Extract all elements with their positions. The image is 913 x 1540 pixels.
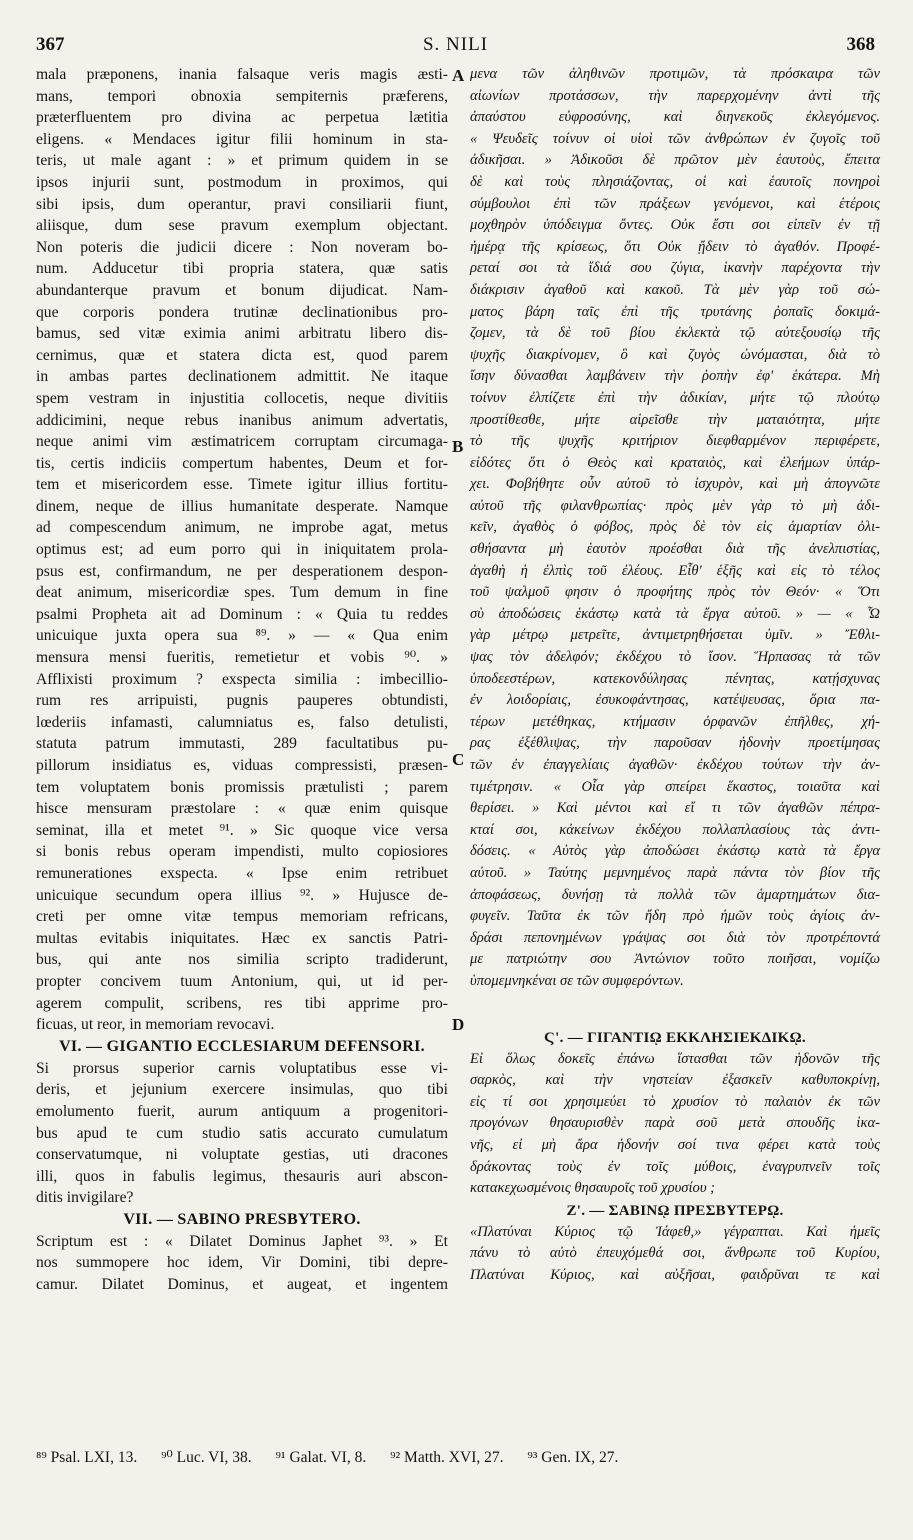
text-line: tem et misericordem esse. Timete igitur illius fortitu- [36, 476, 448, 494]
footnote-89: ⁸⁹ Psal. LXI, 13. [36, 1449, 138, 1466]
text-line: statuta patrum immutasti, 289 facultatibus pu- [36, 735, 448, 753]
text-line: remunerationes exspecta. « Ipse enim retribuet [36, 864, 448, 882]
text-line: χει. Φοβήθητε οὖν αὐτοῦ τὸ ἰσχυρὸν, καὶ μὴ ἀπογνῶτε [470, 476, 880, 493]
text-line: κεῖν, ἀγαθὸς ὁ φόβος, πρὸς δὲ τὸν εἰς ἁμαρτίαν ὀλι- [470, 519, 880, 536]
text-line: pillorum insidiatus es, viduas compressisti, præsen- [36, 757, 448, 774]
margin-marker-a: A [452, 66, 465, 85]
text-line: διάκρισιν ἀγαθοῦ καὶ κακοῦ. Τὰ μὲν γὰρ τοῦ σώ- [470, 281, 880, 298]
text-line: προγόνων θησαυρισθὲν παρὰ σοῦ μετὰ σπουδῆς ἱκα- [470, 1115, 880, 1132]
text-line: « Ψευδεῖς τοίνυν οἱ υἱοὶ τῶν ἀνθρώπων ἐν ζυγοῖς τοῦ [470, 130, 880, 147]
text-line: tem voluptatem bonis promissis prætulisti ; parem [36, 778, 448, 796]
text-line: abundanterque pravum et bonum dijudicat. Nam- [36, 281, 448, 299]
text-line: Si prorsus superior carnis voluptatibus esse vi- [36, 1059, 448, 1077]
text-line: bus apud te cum studio satis accurato cumulatum [36, 1124, 448, 1142]
text-line: ἐν λοιδορίαις, ἐσυκοφάντησας, κατέψευσας, ὅρια πα- [470, 692, 880, 709]
text-line: hisce mensuram præstolare : « quæ enim quisque [36, 800, 448, 818]
text-line: δράσι πεπονημένων γράψας σοι διὰ τὸν προτρέποντά [470, 929, 880, 946]
text-line: dinem, neque de illius humanitate desperate. Namque [36, 497, 448, 515]
text-line: ἀδικῆσαι. » Ἀδικοῦσι δὲ πρῶτον μὲν ἑαυτοὺς, ἔπειτα [470, 152, 880, 169]
right-page-number: 368 [846, 34, 875, 55]
text-line: αἰωνίων προτάσσων, τὴν παρερχομένην ἀντὶ τῆς [470, 87, 880, 104]
latin-letter-6 [36, 1058, 448, 1209]
text-line: Scriptum est : « Dilatet Dominus Japhet ⁹³. » Et [36, 1232, 448, 1250]
text-line: nos summopere hoc idem, Vir Domini, tibi depre- [36, 1254, 448, 1272]
text-line: tis, certis indiciis compertum habentes, Deum et for- [36, 454, 448, 472]
text-line: seminat, illa et metet ⁹¹. » Sic quoque vice versa [36, 821, 448, 839]
latin-letter-7 [36, 1231, 448, 1296]
text-line: Πλατύναι Κύριος, καὶ αὐξῆσαι, φαιδρῦναι τε καὶ [470, 1266, 880, 1283]
text-line: νῆς, εἰ μὴ ἄρα ἡδονήν σοί τινα φέρει κατὰ τοὺς [470, 1136, 880, 1153]
text-line: sibi ipsis, dum operantur, pravi consiliarii fiunt, [36, 195, 448, 213]
text-line: ἀποφάσεως, δυνήσῃ τὰ πολλὰ τῶν ἁμαρτημάτων δια- [470, 886, 880, 903]
text-line: τιμέτρησιν. « Οἷα γὰρ σπείρει ἕκαστος, τοιαῦτα καὶ [470, 778, 880, 795]
text-line: κατακεχωσμένοις θησαυροῖς τοῦ χρυσίου ; [470, 1180, 716, 1197]
running-title: S. NILI [422, 34, 489, 55]
text-line: camur. Dilatet Dominus, et augeat, et ingentem [36, 1276, 448, 1294]
text-line: illi, quos in fabulis legimus, thesauris auri abscon- [36, 1167, 448, 1185]
text-line: ἴσην δύνασθαι λαμβάνειν τὴν ῥοπὴν ἐφ' ἑκάτερα. Μὴ [470, 368, 880, 385]
text-line: θερίσει. » Καὶ μέντοι καὶ εἴ τι τῶν ἀγαθῶν πέπρα- [470, 800, 880, 817]
text-line: Non poteris die judicii dicere : Non noveram bo- [36, 238, 448, 256]
text-line: δράκοντας τοὺς ἐν τοῖς μύθοις, ἐναγρυπνεῖν τοῖς [470, 1158, 880, 1175]
text-line: δὲ καὶ τοὺς πλησιάζοντας, οἱ καὶ ἑαυτοῖς πονηροὶ [470, 173, 880, 190]
text-line: με πατριώτην σου Ἀντώνιον τοῦτο ποιῆσαι, νομίζω [470, 951, 880, 968]
text-line: «Πλατύναι Κύριος τῷ Ἰάφεθ,» γέγραπται. Καὶ ἡμεῖς [470, 1223, 880, 1240]
text-line: aliisque, dum sese pravum exemplum objectant. [36, 217, 448, 235]
margin-marker-d: D [452, 1015, 465, 1034]
text-line: psalmi Propheta ait ad Dominum : « Quia tu reddes [36, 605, 448, 623]
footnote-90: ⁹⁰ Luc. VI, 38. [161, 1449, 252, 1466]
text-line: multas evitabis iniquitates. Hæc ex sanctis Patri- [36, 929, 448, 947]
greek-letter-7 [470, 1222, 880, 1287]
text-line: κταί σοι, κἀκείνων ἐκδέχου πολλαπλασίους τὰς ἀντι- [470, 821, 880, 838]
text-line: optimus est; ad eum porro qui in iniquitatem prola- [36, 541, 448, 559]
text-line: ipsos injurii sunt, postmodum in proximos, qui [36, 173, 448, 191]
text-line: εἰδότες ὅτι ὁ Θεὸς καὶ κραταιὸς, καὶ ἐλεήμων ὑπάρ- [470, 454, 880, 471]
text-line: præterfluentem pro divina ac perpetua lætitia [36, 109, 448, 127]
text-line: mensura mensi fueritis, remetietur et vobis ⁹⁰. » [36, 649, 448, 667]
text-line: ditis invigilare? [36, 1189, 134, 1207]
text-line: μενα τῶν ἀληθινῶν προτιμῶν, τὰ πρόσκαιρα τῶν [470, 66, 880, 82]
text-line: deat animum, misericordiæ spes. Tum demum in fine [36, 584, 448, 602]
greek-column [470, 64, 880, 1286]
greek-heading-6: Ϛ'. — ΓΙΓΑΝΤΙῼ ΕΚΚΛΗΣΙΕΚΔΙΚῼ. [544, 1029, 806, 1046]
text-line: τοῦ ψαλμοῦ φησιν ὁ προφήτης πρὸς τὸν Θεόν· « Ὅτι [470, 584, 880, 601]
greek-letter-5-end [470, 64, 880, 993]
latin-column [36, 64, 448, 1296]
text-line: εἰς τί σοι χρησιμεύει τὸ χρυσίον τὸ παλαιὸν ἐκ τῶν [470, 1093, 880, 1110]
text-line: δόσεις. « Αὐτὸς γὰρ ἀποδώσει ἑκάστῳ κατὰ τὰ ἔργα [470, 843, 880, 860]
text-line: unicuique secundum opera illius ⁹². » Hujusce de- [36, 886, 448, 904]
text-line: μοχθηρὸν ὑπόδειγμα ὄντες. Οὐκ ἔστι σοι εἰπεῖν ἐν τῇ [470, 217, 880, 234]
text-line: psus est, confirmandum, ne per desperationem despon- [36, 562, 448, 580]
greek-letter-6 [470, 1049, 880, 1200]
text-line: creti per omne vitæ tempus memoriam refricans, [36, 908, 448, 926]
text-line: Εἰ ὅλως δοκεῖς ἐπάνω ἵστασθαι τῶν ἡδονῶν τῆς [470, 1050, 880, 1067]
text-line: γὰρ μέτρῳ μετρεῖτε, ἀντιμετρηθήσεται ὑμῖν. » Ἔθλι- [470, 627, 880, 644]
footnote-92: ⁹² Matth. XVI, 27. [390, 1449, 504, 1466]
text-line: ψυχῆς διακρίνομεν, ὃ καὶ ζυγὸς ὠνόμασται, διὰ τὸ [470, 346, 880, 363]
text-line: τέρων μετέθηκας, κτήμασιν ὀρφανῶν ἐπῆλθες, χή- [470, 713, 880, 730]
text-line: τῶν ἐν ἐπαγγελίαις ἀγαθῶν· ἐκδέχου τούτων τὴν ἀν- [470, 757, 880, 773]
text-line: que corporis pondera trutinæ declinationibus pro- [36, 303, 448, 321]
text-line: in ambas partes declinationem admittit. Ne itaque [36, 368, 448, 386]
text-line: ρας ἐξέθλιψας, τὴν παροῦσαν ἡδονὴν προετίμησας [470, 735, 880, 752]
text-line: eligens. « Mendaces igitur filii hominum in sta- [36, 130, 448, 148]
text-line: si bonis rebus operam impendisti, multo copiosiores [36, 843, 448, 861]
text-line: conservatumque, ni voluptate gestias, uti dracones [36, 1146, 448, 1164]
latin-heading-vi: VI. — GIGANTIO ECCLESIARUM DEFENSORI. [59, 1037, 425, 1055]
text-line: ματος βάρη ταῖς ἐπὶ τῆς τρυτάνης ῥοπαῖς δοκιμά- [470, 303, 880, 320]
text-line: σύμβουλοι ἐπὶ τῶν πράξεων γενόμενοι, καὶ ἑτέροις [470, 195, 880, 212]
margin-marker-b: B [452, 437, 464, 456]
text-line: ζομεν, τὰ δὲ τοῦ βίου ἐκλεκτὰ τῷ αὐτεξουσίῳ τῆς [470, 325, 880, 342]
margin-marker-c: C [452, 750, 465, 769]
text-line: τὸ τῆς ψυχῆς κριτήριον διεφθαρμένον περιφέρετε, [470, 433, 880, 450]
text-line: unicuique juxta opera sua ⁸⁹. » — « Qua enim [36, 627, 448, 645]
text-line: φυγεῖν. Ταῦτα ἐκ τῶν ἤδη πρὸ ἡμῶν τοὺς ἁγίοις ἀν- [470, 908, 880, 925]
text-line: teris, ut male agant : » et primum quidem in se [36, 152, 448, 170]
text-line: ὑποδεεστέρων, κατεκονδύλησας πένητας, κατῄσχυνας [470, 670, 880, 687]
text-line: rum res arripuisti, pugnis pauperes obtundisti, [36, 692, 448, 710]
latin-letter-5-end [36, 64, 448, 1036]
text-line: agerem compulit, scribens, res tibi apprime pro- [36, 994, 448, 1012]
text-line: ἀγαθὴ ἡ ἐλπὶς τοῦ ἐλέους. Εἶθ' ἑξῆς καὶ εἰς τὸ τέλος [470, 562, 880, 579]
text-line: addicimini, neque rebus inanibus animum advertatis, [36, 411, 448, 429]
text-line: τοίνυν ἐλπίζετε ἐπὶ τὴν ἀδικίαν, μήτε τῷ πλούτῳ [470, 389, 880, 406]
text-line: πάνυ τὸ αὐτὸ ἐπευχόμεθά σοι, ἄνθρωπε τοῦ Κυρίου, [470, 1245, 880, 1262]
latin-heading-vii: VII. — SABINO PRESBYTERO. [123, 1210, 361, 1228]
text-line: αὐτοῦ τῆς φιλανθρωπίας· πρὸς μὲν γὰρ τὸ μὴ ἀδι- [470, 497, 880, 514]
page-header [36, 34, 875, 58]
text-line: ἡμέρᾳ τῆς κρίσεως, ὅτι Οὐκ ᾔδειν τὸ ἀγαθόν. Προφέ- [470, 238, 880, 255]
text-line: προστίθεσθε, μήτε αἱρεῖσθε τὴν ματαιότητα, μήτε [470, 411, 880, 428]
text-line: cernimus, quæ et statera dicta est, quod parem [36, 346, 448, 364]
text-line: mans, tempori obnoxia sempiternis præferens, [36, 87, 448, 105]
text-line: spem vestram in injustitia collocetis, neque divitiis [36, 389, 448, 407]
text-line: neque animi vim æstimatricem corruptam circumaga- [36, 433, 448, 451]
text-line: num. Adducetur tibi propria statera, quæ satis [36, 260, 448, 278]
greek-heading-7: Ζ'. — ΣΑΒΙΝῼ ΠΡΕΣΒΥΤΕΡῼ. [566, 1202, 784, 1219]
text-line: σαρκὸς, καὶ τὴν νηστείαν ἐξασκεῖν καθυποκρίνῃ, [470, 1072, 880, 1089]
text-line: ψας τὸν ἀδελφόν; ἐκδέχου τὸ ἴσον. Ἥρπασας τὰ τῶν [470, 649, 880, 666]
text-line: ρεταί σοι τὰ ἴδιά σου ζύγια, ἱκανὴν παρέχοντα τὴν [470, 260, 880, 277]
text-line: emolumento fuerit, aurum antiquum a progenitori- [36, 1102, 448, 1120]
text-line: ficuas, ut reor, in memoriam revocavi. [36, 1016, 275, 1034]
text-line: σθήσαντα μὴ ἑαυτὸν προέσθαι διὰ τῆς ἀνελπιστίας, [470, 541, 880, 558]
text-line: αὐτοῦ. » Ταύτης μεμνημένος παρὰ πάντα τὸν βίον τῆς [470, 864, 880, 881]
greek-gap [470, 993, 880, 1027]
text-line: bus, qui ante nos similia scripto tradiderunt, [36, 951, 448, 969]
left-page-number: 367 [36, 34, 65, 55]
text-line: deris, et jejunium exercere insimulas, quo tibi [36, 1081, 448, 1099]
footnotes [36, 1448, 875, 1467]
footnote-93: ⁹³ Gen. IX, 27. [527, 1449, 619, 1466]
text-line: ὑπομεμνηκέναι σε τῶν συμφερόντων. [470, 972, 684, 989]
text-line: mala præponens, inania falsaque veris magis æsti- [36, 66, 448, 83]
text-line: bamus, sed vitæ eximia animi arbitratu libero dis- [36, 325, 448, 343]
text-line: σὺ ἀποδώσεις ἑκάστῳ κατὰ τὰ ἔργα αὐτοῦ. » — « Ὧ [470, 605, 880, 622]
text-line: ἀπαύστου εὐφροσύνης, καὶ διηνεκοῦς ἐκλεγόμενος. [470, 109, 880, 126]
text-line: ad compescendum animum, ne improbe agat, metus [36, 519, 448, 537]
text-line: Afflixisti proximum ? exspecta similia : imbecillio- [36, 670, 448, 688]
text-line: lœderiis infamasti, calumniatus es, falso detulisti, [36, 713, 448, 731]
footnote-91: ⁹¹ Galat. VI, 8. [275, 1449, 367, 1466]
text-line: propter concivem tuum Antonium, qui, ut id per- [36, 972, 448, 990]
